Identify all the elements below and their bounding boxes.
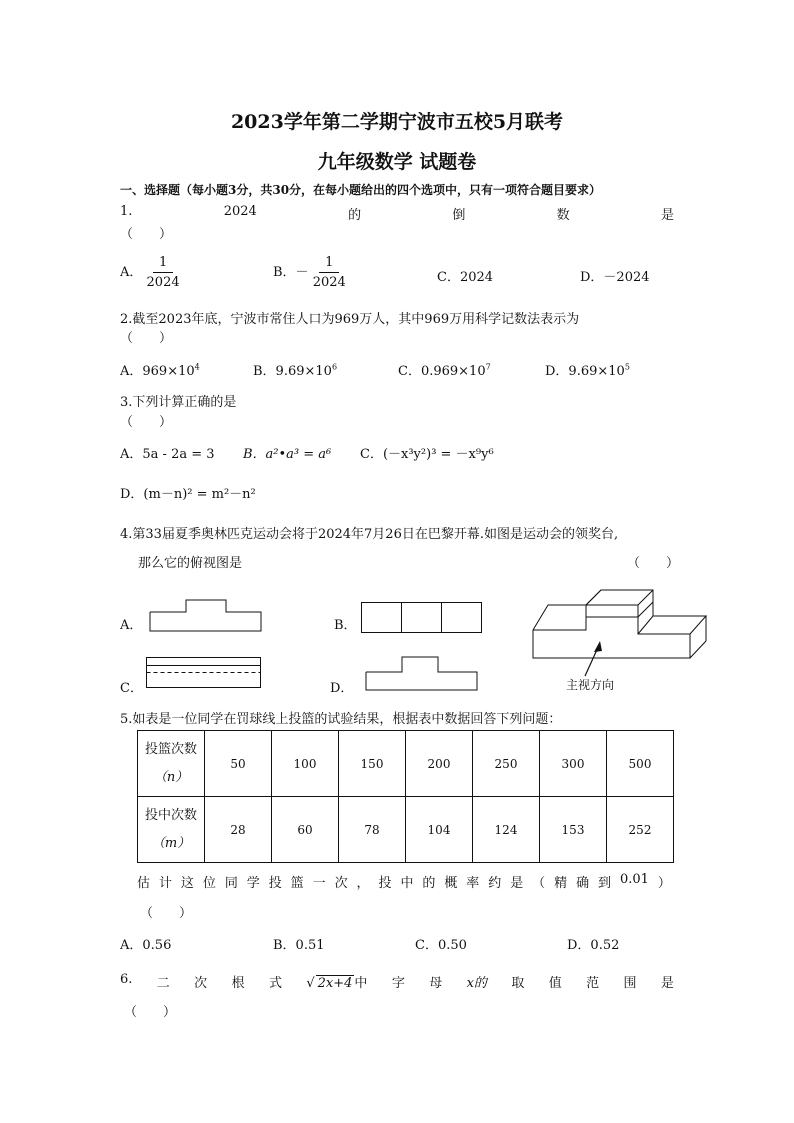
q5-data-table xyxy=(137,730,674,863)
q2-paren: （ ） xyxy=(120,331,173,346)
view-direction-label: 主视方向 xyxy=(566,678,615,692)
q5-option-c[interactable]: C．0.50 xyxy=(415,938,467,953)
table-cell: 60 xyxy=(272,797,339,863)
table-cell: 124 xyxy=(473,797,540,863)
q3-option-d[interactable]: D．(m－n)² = m²－n² xyxy=(120,487,256,502)
row-header-hits: 投中次数 （m） xyxy=(138,797,205,863)
q3-option-a[interactable]: A．5a - 2a = 3 xyxy=(120,447,215,462)
table-cell: 300 xyxy=(540,731,607,797)
q4-option-c[interactable]: C． xyxy=(120,681,143,696)
q5-question: 估 计 这 位 同 学 投 篮 一 次 ， 投 中 的 概 率 约 是 （ 精 确 到 0.01 ） xyxy=(137,872,671,891)
table-cell: 50 xyxy=(205,731,272,797)
q2-option-b[interactable]: B．$9.69\times 10^6$ xyxy=(253,362,338,379)
q6-paren: （ ） xyxy=(124,1005,177,1020)
q5-paren: （ ） xyxy=(140,906,193,921)
q4-paren: （ ） xyxy=(627,556,680,571)
table-cell: 252 xyxy=(607,797,674,863)
q2-option-d[interactable]: D．$9.69\times 10^5$ xyxy=(545,362,630,379)
table-cell: 153 xyxy=(540,797,607,863)
q1-option-a[interactable]: A． $\frac{1}{2024}$ xyxy=(120,255,180,290)
table-cell: 250 xyxy=(473,731,540,797)
q3-option-c[interactable]: C．(－x³y²)³ = －x⁹y⁶ xyxy=(360,447,494,462)
podium-figure xyxy=(528,586,712,696)
table-cell: 500 xyxy=(607,731,674,797)
table-cell: 104 xyxy=(406,797,473,863)
q6-stem: 6. 二 次 根 式 √ 2x+4 中 字 母 x的 取 值 范 围 是 xyxy=(120,972,674,991)
q2-option-a[interactable]: A．$969\times 10^4$ xyxy=(120,362,200,379)
q4-stem-line2: 那么它的俯视图是 xyxy=(138,556,243,571)
q3-paren: （ ） xyxy=(120,415,173,430)
q1-option-d[interactable]: D．－2024 xyxy=(580,270,650,285)
q4-option-a-figure xyxy=(148,598,264,634)
table-row xyxy=(138,797,674,863)
q5-stem: 5.如表是一位同学在罚球线上投篮的试验结果，根据表中数据回答下列问题： xyxy=(120,712,562,727)
q1-option-b[interactable]: B．－ $\frac{1}{2024}$ xyxy=(273,255,346,290)
q5-option-d[interactable]: D．0.52 xyxy=(567,938,620,953)
table-row xyxy=(138,731,674,797)
section-heading: 一、选择题（每小题3分，共30分，在每小题给出的四个选项中，只有一项符合题目要求） xyxy=(120,183,602,197)
q3-option-b[interactable]: B．a²•a³ = a⁶ xyxy=(243,447,332,462)
table-cell: 100 xyxy=(272,731,339,797)
table-cell: 200 xyxy=(406,731,473,797)
q5-option-a[interactable]: A．0.56 xyxy=(120,938,172,953)
q1-paren: （ ） xyxy=(120,227,173,242)
q3-stem: 3.下列计算正确的是 xyxy=(120,395,237,410)
q4-option-d-figure xyxy=(364,655,480,693)
q4-option-a[interactable]: A． xyxy=(120,618,143,633)
table-cell: 78 xyxy=(339,797,406,863)
q1-option-c[interactable]: C．2024 xyxy=(437,270,494,285)
row-header-attempts: 投篮次数 （n） xyxy=(138,731,205,797)
q4-option-d[interactable]: D． xyxy=(330,681,354,696)
q5-option-b[interactable]: B．0.51 xyxy=(273,938,325,953)
q4-option-c-figure xyxy=(145,656,263,690)
exam-title: 2023学年第二学期宁波市五校5月联考 xyxy=(230,111,564,133)
table-cell: 28 xyxy=(205,797,272,863)
table-cell: 150 xyxy=(339,731,406,797)
q2-stem: 2.截至2023年底，宁波市常住人口为969万人，其中969万用科学记数法表示为 xyxy=(120,312,580,327)
q1-stem: 1. 2024 的 倒 数 是 xyxy=(120,204,674,223)
q4-option-b-figure xyxy=(360,601,484,635)
exam-subtitle: 九年级数学 试题卷 xyxy=(317,151,477,173)
q2-option-c[interactable]: C．$0.969\times 10^7$ xyxy=(398,362,491,379)
q4-stem-line1: 4.第33届夏季奥林匹克运动会将于2024年7月26日在巴黎开幕.如图是运动会的领奖台, xyxy=(120,527,619,542)
q4-option-b[interactable]: B． xyxy=(334,618,357,633)
